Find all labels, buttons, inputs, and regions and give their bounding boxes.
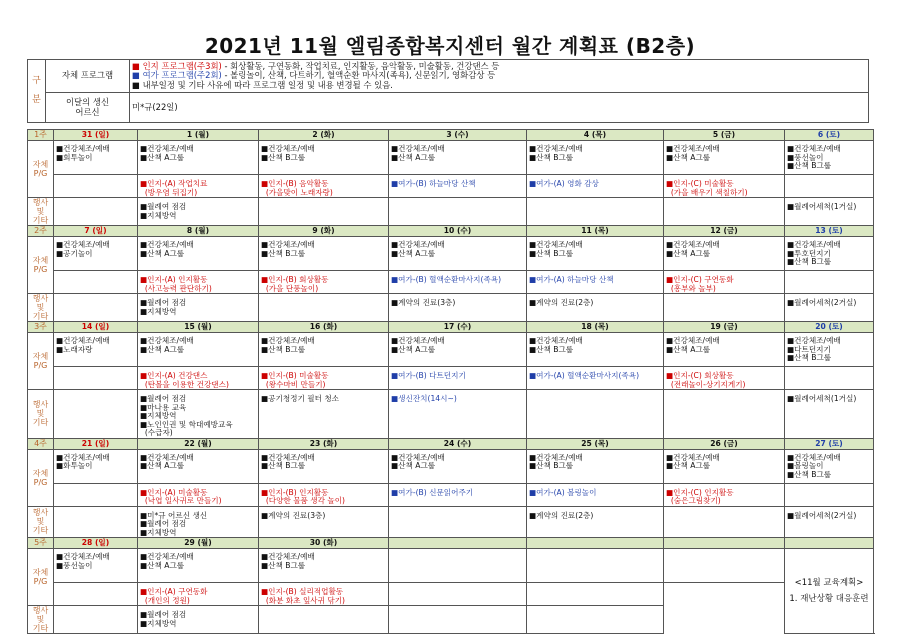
week-header-row bbox=[28, 438, 874, 449]
schedule-text: ■건강체조/예배 ■화투놀이 bbox=[56, 452, 110, 470]
day-cell bbox=[664, 367, 785, 390]
week-label: 2주 bbox=[28, 226, 54, 237]
day-cell bbox=[389, 294, 527, 322]
day-cell bbox=[259, 449, 389, 483]
schedule-text: ■건강체조/예배 ■산책 A그룹 bbox=[391, 240, 445, 258]
schedule-text: ■월례어 점검 ■마나용 교육 ■지체방역 ■노인인권 및 학대예방교육 (수급자) bbox=[140, 394, 233, 437]
etc-label: 행사 및 기타 bbox=[28, 506, 54, 538]
day-cell bbox=[664, 175, 785, 198]
week-label: 5주 bbox=[28, 538, 54, 549]
day-cell bbox=[54, 198, 138, 226]
day-cell bbox=[664, 237, 785, 271]
schedule-text: ■인지-(B) 인지활동 (다양한 물품 생각 놀이) bbox=[261, 487, 346, 505]
day-cell bbox=[54, 294, 138, 322]
day-cell bbox=[138, 483, 259, 506]
day-cell bbox=[527, 141, 664, 175]
day-header: 31 (일) bbox=[54, 130, 138, 141]
day-cell bbox=[138, 198, 259, 226]
day-header: 2 (화) bbox=[259, 130, 389, 141]
day-cell bbox=[785, 506, 874, 538]
day-header: 27 (토) bbox=[785, 438, 874, 449]
etc-label: 행사 및 기타 bbox=[28, 606, 54, 634]
day-header bbox=[664, 538, 785, 549]
schedule-text: ■월례어 점검 ■지체방역 bbox=[140, 610, 187, 628]
schedule-text bbox=[666, 507, 782, 512]
schedule-text bbox=[391, 198, 524, 203]
schedule-text: ■건강체조/예배 ■노래자랑 bbox=[56, 336, 110, 354]
schedule-text: ■건강체조/예배 ■산책 A그룹 bbox=[391, 144, 445, 162]
day-cell bbox=[259, 483, 389, 506]
day-cell bbox=[138, 606, 259, 634]
etc-label: 행사 및 기타 bbox=[28, 390, 54, 439]
schedule-row bbox=[28, 141, 874, 175]
schedule-text: ■인지-(C) 인지활동 (숨은그림찾기) bbox=[666, 487, 734, 505]
day-header: 21 (일) bbox=[54, 438, 138, 449]
schedule-text: ■건강체조/예배 ■산책 A그룹 bbox=[140, 552, 194, 570]
schedule-text: ■인지-(A) 작업치료 (방우염 뒤집기) bbox=[140, 179, 208, 197]
day-cell bbox=[259, 294, 389, 322]
day-header: 1 (월) bbox=[138, 130, 259, 141]
schedule-text: ■건강체조/예배 ■산책 B그룹 bbox=[261, 240, 315, 258]
day-cell bbox=[664, 390, 785, 439]
day-header: 17 (수) bbox=[389, 322, 527, 333]
schedule-text: ■건강체조/예배 ■산책 B그룹 bbox=[529, 144, 583, 162]
schedule-text bbox=[261, 606, 386, 611]
day-header bbox=[785, 538, 874, 549]
schedule-text bbox=[56, 175, 135, 180]
day-header: 26 (금) bbox=[664, 438, 785, 449]
schedule-row bbox=[28, 333, 874, 367]
day-cell bbox=[527, 271, 664, 294]
schedule-text: ■계약의 진료(3층) bbox=[391, 298, 456, 307]
schedule-text: ■미*규 어르신 생신 ■월례어 점검 ■지체방역 bbox=[140, 510, 208, 537]
schedule-text bbox=[56, 583, 135, 588]
program-info-table bbox=[27, 59, 869, 123]
day-cell bbox=[389, 198, 527, 226]
schedule-row bbox=[28, 583, 874, 606]
day-cell bbox=[259, 333, 389, 367]
schedule-text bbox=[529, 390, 661, 395]
schedule-text bbox=[261, 294, 386, 299]
day-header bbox=[389, 538, 527, 549]
day-cell bbox=[527, 606, 664, 634]
schedule-text: ■건강체조/예배 ■산책 A그룹 bbox=[140, 336, 194, 354]
schedule-text: ■인지-(C) 회상활동 (전래놀이-상기지게기) bbox=[666, 371, 746, 389]
day-cell bbox=[259, 606, 389, 634]
schedule-row bbox=[28, 175, 874, 198]
day-cell bbox=[664, 271, 785, 294]
day-cell bbox=[138, 271, 259, 294]
program-detail: ■ 내부일정 및 기타 사유에 따라 프로그램 일정 및 내용 변경될 수 있음. bbox=[132, 79, 393, 90]
schedule-text: ■계약의 진료(2층) bbox=[529, 510, 594, 520]
day-cell bbox=[259, 583, 389, 606]
self-program-label: 자체 프로그램 bbox=[46, 60, 130, 93]
day-cell bbox=[785, 333, 874, 367]
day-cell bbox=[259, 367, 389, 390]
program-type: ■ 여가 프로그램(주2회) bbox=[132, 70, 225, 81]
schedule-text: ■인지-(C) 구연동화 (흥부와 놀부) bbox=[666, 275, 734, 293]
day-cell bbox=[527, 294, 664, 322]
day-header: 4 (목) bbox=[527, 130, 664, 141]
day-header: 22 (월) bbox=[138, 438, 259, 449]
day-header: 5 (금) bbox=[664, 130, 785, 141]
day-cell bbox=[138, 583, 259, 606]
day-cell bbox=[54, 333, 138, 367]
schedule-text: ■인지-(C) 미술활동 (가을 배우기 색칠하기) bbox=[666, 179, 748, 197]
day-cell bbox=[389, 271, 527, 294]
schedule-text: ■여가-(B) 신문읽어주기 bbox=[391, 487, 474, 497]
day-cell bbox=[664, 506, 785, 538]
day-header: 3 (수) bbox=[389, 130, 527, 141]
schedule-text bbox=[56, 484, 135, 489]
schedule-text: ■인지-(B) 회상활동 (가을 단풍놀이) bbox=[261, 275, 329, 293]
birthday-label: 이달의 생신 어르신 bbox=[46, 93, 130, 123]
schedule-text: ■여가-(A) 혈액순환마사지(족욕) bbox=[529, 371, 640, 380]
week-label: 4주 bbox=[28, 438, 54, 449]
schedule-text: ■월례어세척(1거실) bbox=[787, 202, 857, 211]
schedule-text: ■건강체조/예배 ■산책 B그룹 bbox=[261, 452, 315, 470]
day-header: 6 (토) bbox=[785, 130, 874, 141]
schedule-text bbox=[56, 294, 135, 299]
day-cell bbox=[785, 237, 874, 271]
self-program-description bbox=[130, 60, 869, 93]
schedule-text: ■건강체조/예배 ■산책 B그룹 bbox=[261, 144, 315, 162]
schedule-text: ■여가-(A) 볼링놀이 bbox=[529, 487, 597, 497]
schedule-row bbox=[28, 390, 874, 439]
day-header: 18 (목) bbox=[527, 322, 664, 333]
schedule-text: ■생신잔치(14시~) bbox=[391, 394, 457, 403]
schedule-text: ■건강체조/예배 ■산책 A그룹 bbox=[391, 452, 445, 470]
day-cell bbox=[54, 506, 138, 538]
day-cell bbox=[54, 549, 138, 583]
schedule-row bbox=[28, 294, 874, 322]
schedule-text: ■건강체조/예배 ■풍선놀이 bbox=[56, 552, 110, 570]
day-header: 9 (화) bbox=[259, 226, 389, 237]
day-header: 14 (일) bbox=[54, 322, 138, 333]
day-header bbox=[527, 538, 664, 549]
education-plan bbox=[785, 549, 874, 634]
schedule-text: ■인지-(A) 구연동화 (개인의 정원) bbox=[140, 587, 208, 605]
day-cell bbox=[54, 271, 138, 294]
schedule-text: ■인지-(B) 실리적업활동 (화분 화초 잎사귀 닦기) bbox=[261, 587, 346, 605]
self-program-line bbox=[132, 81, 866, 90]
day-cell bbox=[54, 141, 138, 175]
day-cell bbox=[54, 606, 138, 634]
day-cell bbox=[389, 549, 527, 583]
day-header: 12 (금) bbox=[664, 226, 785, 237]
schedule-text bbox=[787, 367, 871, 372]
schedule-text: ■건강체조/예배 ■풍선놀이 ■산책 B그룹 bbox=[787, 144, 841, 170]
schedule-text bbox=[56, 198, 135, 203]
schedule-row bbox=[28, 198, 874, 226]
day-cell bbox=[785, 141, 874, 175]
day-cell bbox=[259, 271, 389, 294]
schedule-row bbox=[28, 506, 874, 538]
schedule-row bbox=[28, 449, 874, 483]
schedule-text: ■계약의 진료(2층) bbox=[529, 298, 594, 307]
schedule-text: ■월례여 점검 ■지체방역 bbox=[140, 202, 187, 220]
week-header-row bbox=[28, 538, 874, 549]
day-cell bbox=[138, 390, 259, 439]
schedule-text: ■건강체조/예배 ■공기놀이 bbox=[56, 240, 110, 258]
schedule-text: ■건강체조/예배 ■산책 B그룹 bbox=[529, 452, 583, 470]
day-cell bbox=[259, 390, 389, 439]
schedule-text: ■건강체조/예배 ■투호던지기 ■산책 B그룹 bbox=[787, 240, 841, 266]
day-cell bbox=[138, 367, 259, 390]
etc-label: 행사 및 기타 bbox=[28, 294, 54, 322]
day-cell bbox=[138, 294, 259, 322]
day-cell bbox=[785, 271, 874, 294]
day-cell bbox=[785, 175, 874, 198]
program-detail: - 볼링놀이, 산책, 다트하기, 혈액순환 마사지(족욕), 신문읽기, 영화감상 등 bbox=[224, 70, 496, 81]
day-cell bbox=[54, 483, 138, 506]
day-cell bbox=[527, 583, 664, 606]
schedule-text bbox=[56, 606, 135, 611]
day-cell bbox=[389, 237, 527, 271]
day-cell bbox=[527, 549, 664, 583]
day-header: 11 (목) bbox=[527, 226, 664, 237]
schedule-text: ■월례어세척(1거실) bbox=[787, 394, 857, 403]
day-cell bbox=[54, 449, 138, 483]
day-cell bbox=[527, 367, 664, 390]
schedule-text: ■건강체조/예배 ■산책 A그룹 bbox=[140, 240, 194, 258]
day-cell bbox=[527, 506, 664, 538]
day-cell bbox=[259, 549, 389, 583]
day-cell bbox=[138, 333, 259, 367]
schedule-text: ■건강체조/예배 ■산책 B그룹 bbox=[529, 240, 583, 258]
schedule-row bbox=[28, 367, 874, 390]
schedule-row bbox=[28, 483, 874, 506]
week-header-row bbox=[28, 322, 874, 333]
day-header: 13 (토) bbox=[785, 226, 874, 237]
day-cell bbox=[389, 367, 527, 390]
schedule-text bbox=[529, 198, 661, 203]
day-cell bbox=[259, 237, 389, 271]
day-cell bbox=[54, 237, 138, 271]
schedule-text bbox=[666, 390, 782, 395]
education-plan-text: <11월 교육계획> 1. 재난상황 대응훈련 bbox=[789, 578, 869, 604]
day-cell bbox=[527, 449, 664, 483]
schedule-text: ■건강체조/예배 ■산책 A그룹 bbox=[666, 336, 720, 354]
schedule-text: ■여가-(A) 영화 감상 bbox=[529, 179, 599, 188]
day-cell bbox=[527, 237, 664, 271]
schedule-text bbox=[391, 549, 524, 553]
day-cell bbox=[664, 483, 785, 506]
day-cell bbox=[138, 237, 259, 271]
day-cell bbox=[389, 333, 527, 367]
schedule-text: ■건강체조/예배 ■산책 A그룹 bbox=[140, 144, 194, 162]
schedule-text: ■건강체조/예배 ■회투놀이 bbox=[56, 144, 110, 162]
schedule-text: ■여가-(A) 하늘마당 산책 bbox=[529, 275, 614, 284]
day-header: 19 (금) bbox=[664, 322, 785, 333]
week-label: 1주 bbox=[28, 130, 54, 141]
day-cell bbox=[664, 198, 785, 226]
pg-label: 자체 P/G bbox=[28, 449, 54, 506]
schedule-text bbox=[529, 549, 661, 553]
day-cell bbox=[664, 141, 785, 175]
gubun-label: 구 분 bbox=[28, 60, 46, 123]
schedule-row bbox=[28, 549, 874, 583]
day-cell bbox=[138, 449, 259, 483]
schedule-text bbox=[391, 507, 524, 512]
day-cell bbox=[389, 449, 527, 483]
day-header: 24 (수) bbox=[389, 438, 527, 449]
day-header: 30 (화) bbox=[259, 538, 389, 549]
day-cell bbox=[664, 449, 785, 483]
schedule-text: ■건강체조/예배 ■산책 A그룹 bbox=[391, 336, 445, 354]
day-cell bbox=[785, 483, 874, 506]
schedule-text: ■건강체조/예배 ■산책 B그룹 bbox=[529, 336, 583, 354]
birthday-value: 미*규(22일) bbox=[130, 93, 869, 123]
day-header: 29 (월) bbox=[138, 538, 259, 549]
day-cell bbox=[389, 483, 527, 506]
schedule-text: ■월례어세척(2거실) bbox=[787, 298, 857, 307]
day-cell bbox=[785, 449, 874, 483]
schedule-text: ■인지-(B) 음악활동 (가을맞이 노래자랑) bbox=[261, 179, 333, 197]
week-header-row bbox=[28, 130, 874, 141]
schedule-text: ■월례어세척(2거실) bbox=[787, 510, 857, 520]
schedule-text bbox=[666, 198, 782, 203]
day-cell bbox=[527, 198, 664, 226]
schedule-text: ■건강체조/예배 ■산책 A그룹 bbox=[140, 452, 194, 470]
day-cell bbox=[389, 506, 527, 538]
day-header: 10 (수) bbox=[389, 226, 527, 237]
schedule-text: ■인지-(A) 미술활동 (낙엽 일사귀로 만들기) bbox=[140, 487, 222, 505]
day-header: 20 (토) bbox=[785, 322, 874, 333]
program-type: ■ 인지 프로그램(주3회) bbox=[132, 60, 225, 71]
day-cell bbox=[54, 583, 138, 606]
pg-label: 자체 P/G bbox=[28, 333, 54, 390]
schedule-text bbox=[666, 549, 782, 553]
schedule-text: ■건강체조/예배 ■다트던지기 ■산책 B그룹 bbox=[787, 336, 841, 362]
schedule-text bbox=[56, 507, 135, 512]
day-header: 8 (월) bbox=[138, 226, 259, 237]
schedule-text bbox=[666, 294, 782, 299]
pg-label: 자체 P/G bbox=[28, 141, 54, 198]
day-cell bbox=[138, 506, 259, 538]
day-cell bbox=[138, 141, 259, 175]
day-header: 28 (일) bbox=[54, 538, 138, 549]
day-cell bbox=[389, 583, 527, 606]
day-header: 15 (월) bbox=[138, 322, 259, 333]
schedule-row bbox=[28, 237, 874, 271]
week-header-row bbox=[28, 226, 874, 237]
week-label: 3주 bbox=[28, 322, 54, 333]
schedule-row bbox=[28, 606, 874, 634]
schedule-text bbox=[56, 390, 135, 395]
etc-label: 행사 및 기타 bbox=[28, 198, 54, 226]
day-cell bbox=[527, 175, 664, 198]
schedule-text bbox=[391, 606, 524, 611]
schedule-text: ■여가-(B) 혈액순환마사지(족욕) bbox=[391, 275, 502, 284]
schedule-text bbox=[787, 175, 871, 180]
schedule-text: ■건강체조/예배 ■산책 A그룹 bbox=[666, 144, 720, 162]
day-cell bbox=[785, 367, 874, 390]
schedule-text: ■여가-(B) 하늘마당 산책 bbox=[391, 179, 476, 188]
page-title: 2021년 11월 엘림종합복지센터 월간 계획표 (B2층) bbox=[204, 34, 696, 58]
day-cell bbox=[527, 333, 664, 367]
day-cell bbox=[389, 390, 527, 439]
monthly-calendar bbox=[27, 129, 874, 634]
day-cell bbox=[389, 606, 527, 634]
schedule-text: ■공기청정기 필터 청소 bbox=[261, 394, 340, 403]
day-cell bbox=[389, 141, 527, 175]
schedule-text bbox=[56, 367, 135, 372]
day-cell bbox=[259, 175, 389, 198]
day-cell bbox=[54, 367, 138, 390]
schedule-text: ■인지-(B) 미술활동 (왕수마비 만들기) bbox=[261, 371, 329, 389]
day-cell bbox=[54, 175, 138, 198]
day-cell bbox=[259, 506, 389, 538]
schedule-text: ■계약의 진료(3층) bbox=[261, 510, 326, 520]
schedule-text: ■건강체조/예배 ■산책 B그룹 bbox=[261, 336, 315, 354]
day-cell bbox=[785, 198, 874, 226]
day-cell bbox=[259, 141, 389, 175]
day-cell bbox=[54, 390, 138, 439]
day-header: 23 (화) bbox=[259, 438, 389, 449]
pg-label: 자체 P/G bbox=[28, 549, 54, 606]
schedule-text bbox=[56, 271, 135, 276]
schedule-text: ■건강체조/예배 ■산책 A그룹 bbox=[666, 452, 720, 470]
day-cell bbox=[527, 390, 664, 439]
program-detail: - 회상활동, 구연동화, 작업치료, 인지활동, 음악활동, 미술활동, 건강댄스 등 bbox=[224, 60, 500, 71]
schedule-row bbox=[28, 271, 874, 294]
schedule-text bbox=[529, 606, 661, 611]
schedule-text: ■인지-(A) 인지활동 (사고능력 판단하기) bbox=[140, 275, 212, 293]
day-header: 7 (일) bbox=[54, 226, 138, 237]
day-cell bbox=[138, 175, 259, 198]
day-header: 25 (목) bbox=[527, 438, 664, 449]
day-cell bbox=[785, 294, 874, 322]
day-cell bbox=[664, 333, 785, 367]
day-cell bbox=[527, 483, 664, 506]
schedule-text: ■인지-(A) 건강댄스 (탄볼을 이용한 건강댄스) bbox=[140, 371, 229, 389]
schedule-text: ■월례어 점검 ■지체방역 bbox=[140, 298, 187, 316]
day-cell bbox=[664, 549, 785, 583]
day-cell bbox=[138, 549, 259, 583]
schedule-text bbox=[787, 484, 871, 489]
schedule-text: ■건강체조/예배 ■볼링놀이 ■산책 B그룹 bbox=[787, 452, 841, 479]
day-header: 16 (화) bbox=[259, 322, 389, 333]
day-cell bbox=[259, 198, 389, 226]
schedule-text: ■건강체조/예배 ■산책 A그룹 bbox=[666, 240, 720, 258]
schedule-text: ■여가-(B) 다트던지기 bbox=[391, 371, 466, 380]
day-cell bbox=[785, 390, 874, 439]
schedule-text bbox=[787, 271, 871, 276]
schedule-text: ■건강체조/예배 ■산책 B그룹 bbox=[261, 552, 315, 570]
schedule-text bbox=[529, 583, 661, 588]
pg-label: 자체 P/G bbox=[28, 237, 54, 294]
schedule-text bbox=[391, 583, 524, 588]
day-cell bbox=[389, 175, 527, 198]
day-cell bbox=[664, 294, 785, 322]
schedule-text bbox=[261, 198, 386, 203]
